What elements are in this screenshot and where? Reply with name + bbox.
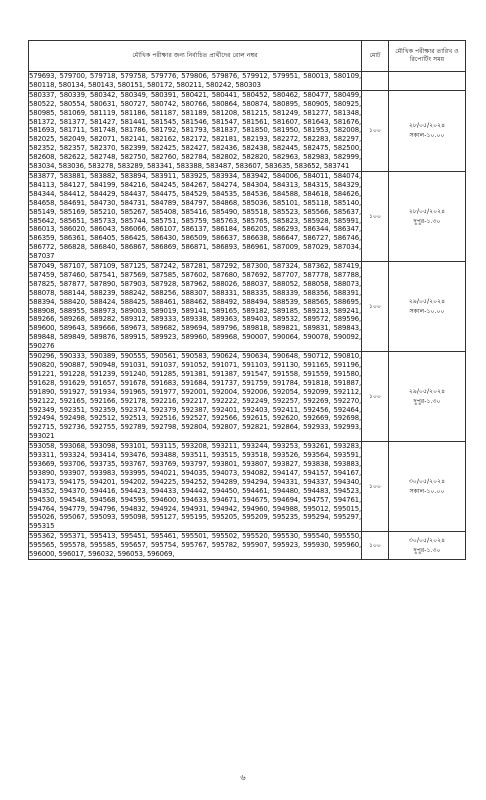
table-row	[29, 171, 466, 261]
roll-numbers-cell: 583877, 583881, 583882, 583894, 583911, 583925, 583934, 583942, 584006, 584011, 584074, 584113, 584127, 584199, 584216, 584245, 584267, 584274, 584304, 584313, 584315, 584329, 584344, 584412, 584429, 584437, 584475, 584529, 584535, 584536, 584588, 584618, 584626, 584658, 584691, 584730, 584731, 584789, 584797, 584868, 585036, 585101, 585118, 585140, 585149, 585169, 585210, 585267, 585408, 585416, 585490, 585518, 585523, 585566, 585637, 585642, 585651, 585733, 585744, 585751, 585759, 585763, 585765, 585823, 585928, 585991, 586013, 586020, 586043, 586066, 586107, 586137, 586184, 586205, 586293, 586344, 586347, 586359, 586361, 586405, 586425, 586430, 586509, 586637, 586638, 586647, 586727, 586746, 586772, 586828, 586840, 586867, 586869, 586871, 586893, 586961, 587009, 587029, 587034, 587037	[29, 171, 361, 261]
schedule-date: ৩০/০৫/২০২৪	[408, 536, 446, 544]
roll-numbers-cell: 587049, 587107, 587109, 587125, 587242, 587281, 587292, 587300, 587324, 587362, 587419, 587459, 587460, 587541, 587569, 587585, 587602, 587680, 587692, 587707, 587778, 587788, 587825, 587877, 587890, 587903, 587928, 587962, 588026, 588037, 588052, 588058, 588073, 588078, 588144, 588239, 588242, 588256, 588307, 588331, 588335, 588339, 588356, 588391, 588394, 588420, 588424, 588425, 588461, 588462, 588492, 588494, 588539, 588565, 588695, 588908, 588955, 588973, 589003, 589019, 589141, 589165, 589182, 589185, 589213, 589241, 589266, 589268, 589282, 589312, 589333, 589338, 589363, 589403, 589532, 589572, 589596, 589600, 589643, 589666, 589673, 589682, 589694, 589796, 589818, 589821, 589831, 589843, 589848, 589849, 589876, 589915, 589923, 589960, 589968, 590007, 590064, 590078, 590092, 590276	[29, 262, 361, 351]
schedule-date: ২৯/০৫/২০২৪	[408, 387, 446, 395]
table-row	[29, 72, 466, 91]
schedule-cell	[389, 90, 466, 171]
schedule-date: ২৯/০৫/২০২৪	[408, 297, 446, 305]
schedule-time: দুপুর-১.৩০	[413, 546, 441, 554]
schedule-time: দুপুর-১.৩০	[413, 217, 441, 225]
roll-numbers-cell: 590296, 590333, 590389, 590555, 590561, 590583, 590624, 590634, 590648, 590712, 590810, 590820, 590887, 590948, 591031, 591037, 591052, 591071, 591103, 591130, 591165, 591196, 591221, 591228, 591239, 591240, 591285, 591381, 591387, 591547, 591558, 591559, 591580, 591628, 591629, 591657, 591678, 591683, 591684, 591737, 591759, 591784, 591818, 591887, 591890, 591927, 591934, 591965, 591977, 592001, 592004, 592006, 592054, 592099, 592112, 592122, 592165, 592166, 592178, 592216, 592217, 592222, 592249, 592257, 592269, 592270, 592349, 592351, 592359, 592374, 592379, 592387, 592401, 592403, 592411, 592456, 592464, 592494, 592498, 592512, 592513, 592516, 592527, 592566, 592615, 592620, 592669, 592698, 592715, 592736, 592755, 592789, 592798, 592804, 592807, 592821, 592864, 592933, 592993, 593021	[29, 352, 361, 441]
header-roll-numbers: মৌখিক পরীক্ষার জন্য নির্বাচিত প্রার্থীদের রোল নম্বর	[29, 41, 362, 72]
total-cell: ১০০	[362, 171, 389, 261]
schedule-cell	[389, 262, 466, 352]
total-cell: ১০০	[362, 352, 389, 442]
header-schedule: মৌখিক পরীক্ষার তারিখ ও রিপোর্টিং সময়	[389, 41, 466, 72]
table-row	[29, 352, 466, 442]
roll-number-table	[28, 40, 466, 560]
schedule-date: ২৮/০৫/২০২৪	[408, 207, 446, 215]
schedule-time: সকাল-১০.০০	[409, 307, 445, 315]
schedule-cell	[389, 171, 466, 261]
page-number: ৬	[240, 773, 246, 782]
total-cell: ১০০	[362, 90, 389, 171]
table-row	[29, 90, 466, 171]
total-cell: ১০০	[362, 442, 389, 532]
total-cell	[362, 72, 389, 91]
schedule-time: সকাল-১০.০০	[409, 131, 445, 139]
table-header-row	[29, 41, 466, 72]
roll-numbers-cell: 580337, 580339, 580342, 580349, 580391, 580421, 580441, 580452, 580462, 580477, 580499, 580522, 580554, 580631, 580727, 580742, 580766, 580864, 580874, 580895, 580905, 580925, 580985, 581069, 581119, 581186, 581187, 581189, 581208, 581215, 581249, 581277, 581348, 581372, 581377, 581427, 581441, 581545, 581546, 581547, 581561, 581607, 581643, 581676, 581693, 581711, 581748, 581786, 581792, 581793, 581837, 581850, 581950, 581953, 582008, 582025, 582049, 582071, 582141, 582162, 582172, 582181, 582193, 582272, 582283, 582297, 582352, 582357, 582370, 582399, 582425, 582427, 582436, 582438, 582445, 582475, 582500, 582608, 582622, 582748, 582750, 582760, 582784, 582802, 582820, 582963, 582983, 582999, 583034, 583036, 583278, 583289, 583341, 583388, 583487, 583607, 583635, 583652, 583741	[29, 90, 361, 171]
schedule-cell	[389, 72, 466, 91]
table-row	[29, 532, 466, 560]
roll-numbers-cell: 579693, 579700, 579718, 579758, 579776, 579806, 579876, 579912, 579951, 580013, 580109, 580118, 580134, 580143, 580151, 580172, 580211, 580242, 580303	[29, 72, 361, 89]
table-row	[29, 442, 466, 532]
schedule-cell	[389, 442, 466, 532]
header-total: মোট	[362, 41, 389, 72]
schedule-cell	[389, 532, 466, 560]
schedule-cell	[389, 352, 466, 442]
roll-numbers-cell: 593058, 593068, 593098, 593101, 593115, 593208, 593211, 593244, 593253, 593261, 593283, 593311, 593324, 593414, 593476, 593488, 593511, 593515, 593518, 593526, 593564, 593591, 593669, 593706, 593735, 593767, 593769, 593797, 593801, 593807, 593827, 593838, 593883, 593890, 593907, 593983, 593995, 594021, 594035, 594073, 594082, 594147, 594157, 594167, 594173, 594175, 594201, 594202, 594225, 594252, 594289, 594294, 594331, 594337, 594340, 594352, 594370, 594416, 594423, 594433, 594442, 594450, 594461, 594480, 594483, 594523, 594530, 594548, 594568, 594595, 594600, 594633, 594671, 594675, 594694, 594757, 594761, 594764, 594779, 594796, 594832, 594924, 594931, 594942, 594960, 594988, 595012, 595015, 595026, 595067, 595093, 595098, 595127, 595195, 595205, 595209, 595235, 595294, 595297, 595315	[29, 442, 361, 531]
schedule-time: দুপুর-১.৩০	[413, 397, 441, 405]
schedule-date: ২৮/০৫/২০২৪	[408, 121, 446, 129]
roll-numbers-cell: 595362, 595371, 595413, 595451, 595461, 595501, 595502, 595520, 595530, 595540, 595550, 595565, 595578, 595585, 595657, 595754, 595767, 595782, 595907, 595923, 595930, 595960, 596000, 596017, 596032, 596053, 596069,	[29, 532, 361, 559]
table-row	[29, 262, 466, 352]
total-cell: ১০০	[362, 262, 389, 352]
total-cell: ১০০	[362, 532, 389, 560]
schedule-date: ৩০/০৫/২০২৪	[408, 477, 446, 485]
schedule-time: সকাল-১০.০০	[409, 487, 445, 495]
